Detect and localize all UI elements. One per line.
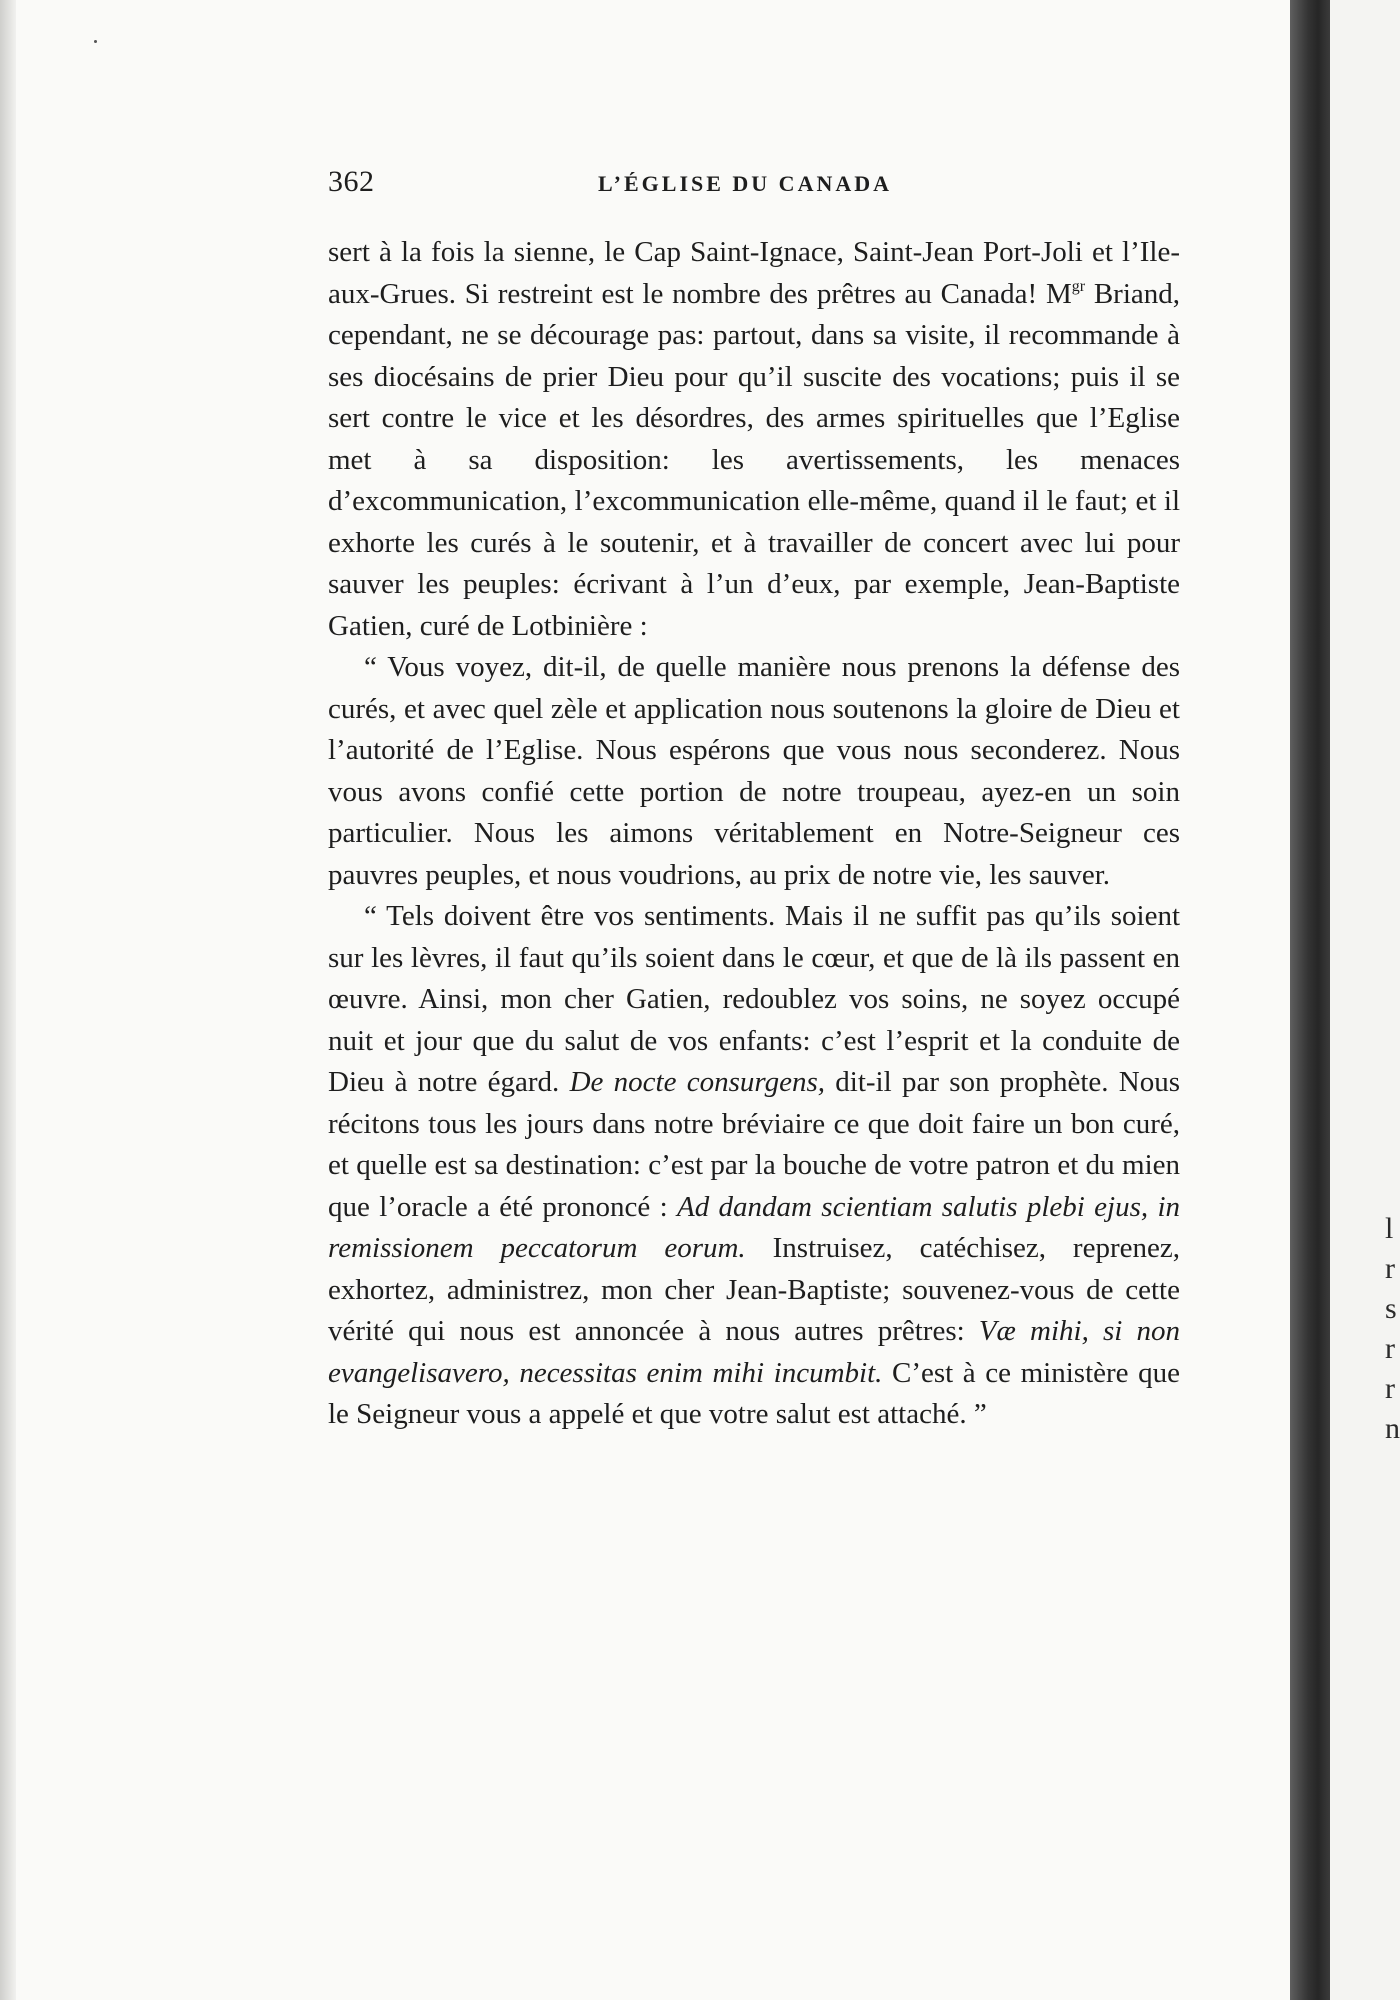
paragraph <box>328 232 1180 647</box>
text-segment: sert à la fois la sienne, le Cap Saint-Ignace, Saint-Jean Port-Joli et l’Ile-aux-Grues. Si restreint est le nombre des prêtres au Canada! M <box>328 236 1180 310</box>
latin-quotation: De nocte consurgens, <box>569 1066 826 1098</box>
text-segment: Instruisez, catéchisez, reprenez, exhortez, administrez, mon cher Jean-Baptiste; souvenez-vous de cette vérité qui nous est annoncée à nous autres prêtres: <box>328 1232 1180 1347</box>
body-text <box>328 232 1180 1436</box>
paragraph <box>328 896 1180 1436</box>
text-segment: C’est à ce ministère que le Seigneur vous a appelé et que votre salut est attaché. ” <box>328 1356 1180 1430</box>
facing-page-glyph: r <box>1385 1332 1395 1365</box>
page-number: 362 <box>328 165 375 198</box>
running-head: L’ÉGLISE DU CANADA <box>598 171 893 196</box>
superscript-abbrev: gr <box>1071 277 1086 295</box>
facing-page-glyph: n <box>1385 1412 1400 1445</box>
facing-page-glyph: r <box>1385 1252 1395 1285</box>
paragraph <box>328 647 1180 896</box>
text-segment: “ Vous voyez, dit-il, de quelle manière nous prenons la défense des curés, et avec quel zèle et application nous soutenons la gloire de Dieu et l’autorité de l’Eglise. Nous espérons que vous nous seconderez. Nous vous avons confié cette portion de notre troupeau, ayez-en un soin particulier. Nous les aimons véritablement en Notre-Seigneur ces pauvres peuples, et nous voudrions, au prix de notre vie, les sauver. <box>328 651 1180 891</box>
page-header <box>328 165 1180 205</box>
facing-page-glyph: s <box>1385 1292 1397 1325</box>
facing-page-glyph: l <box>1385 1212 1394 1245</box>
facing-page-edge <box>1330 0 1400 2000</box>
book-gutter-shadow <box>1290 0 1330 2000</box>
page-left-edge <box>0 0 16 2000</box>
text-segment: dit-il par son prophète. Nous récitons tous les jours dans notre bréviaire ce que doit faire un bon curé, et quelle est sa destination: c’est par la bouche de votre patron et du mien que l’oracle a été prononcé : <box>328 1066 1181 1223</box>
dust-speck <box>94 40 97 43</box>
facing-page-glyph: r <box>1385 1372 1395 1405</box>
text-segment: Briand, cependant, ne se décourage pas: partout, dans sa visite, il recommande à ses diocésains de prier Dieu pour qu’il suscite des vocations; puis il se sert contre le vice et les désordres, des armes spirituelles que l’Eglise met à sa disposition: les avertissements, les menaces d’excommunication, l’excommunication elle-même, quand il le faut; et il exhorte les curés à le soutenir, et à travailler de concert avec lui pour sauver les peuples: écrivant à l’un d’eux, par exemple, Jean-Baptiste Gatien, curé de Lotbinière : <box>328 277 1181 642</box>
latin-quotation: Væ mihi, si non evangelisavero, necessitas enim mihi incumbit. <box>328 1315 1180 1389</box>
latin-quotation: Ad dandam scientiam salutis plebi ejus, in remissionem peccatorum eorum. <box>328 1190 1180 1264</box>
text-segment: “ Tels doivent être vos sentiments. Mais il ne suffit pas qu’ils soient sur les lèvres, il faut qu’ils soient dans le cœur, et que de là ils passent en œuvre. Ainsi, mon cher Gatien, redoublez vos soins, ne soyez occupé nuit et jour que du salut de vos enfants: c’est l’esprit et la conduite de Dieu à notre égard. <box>328 900 1180 1098</box>
